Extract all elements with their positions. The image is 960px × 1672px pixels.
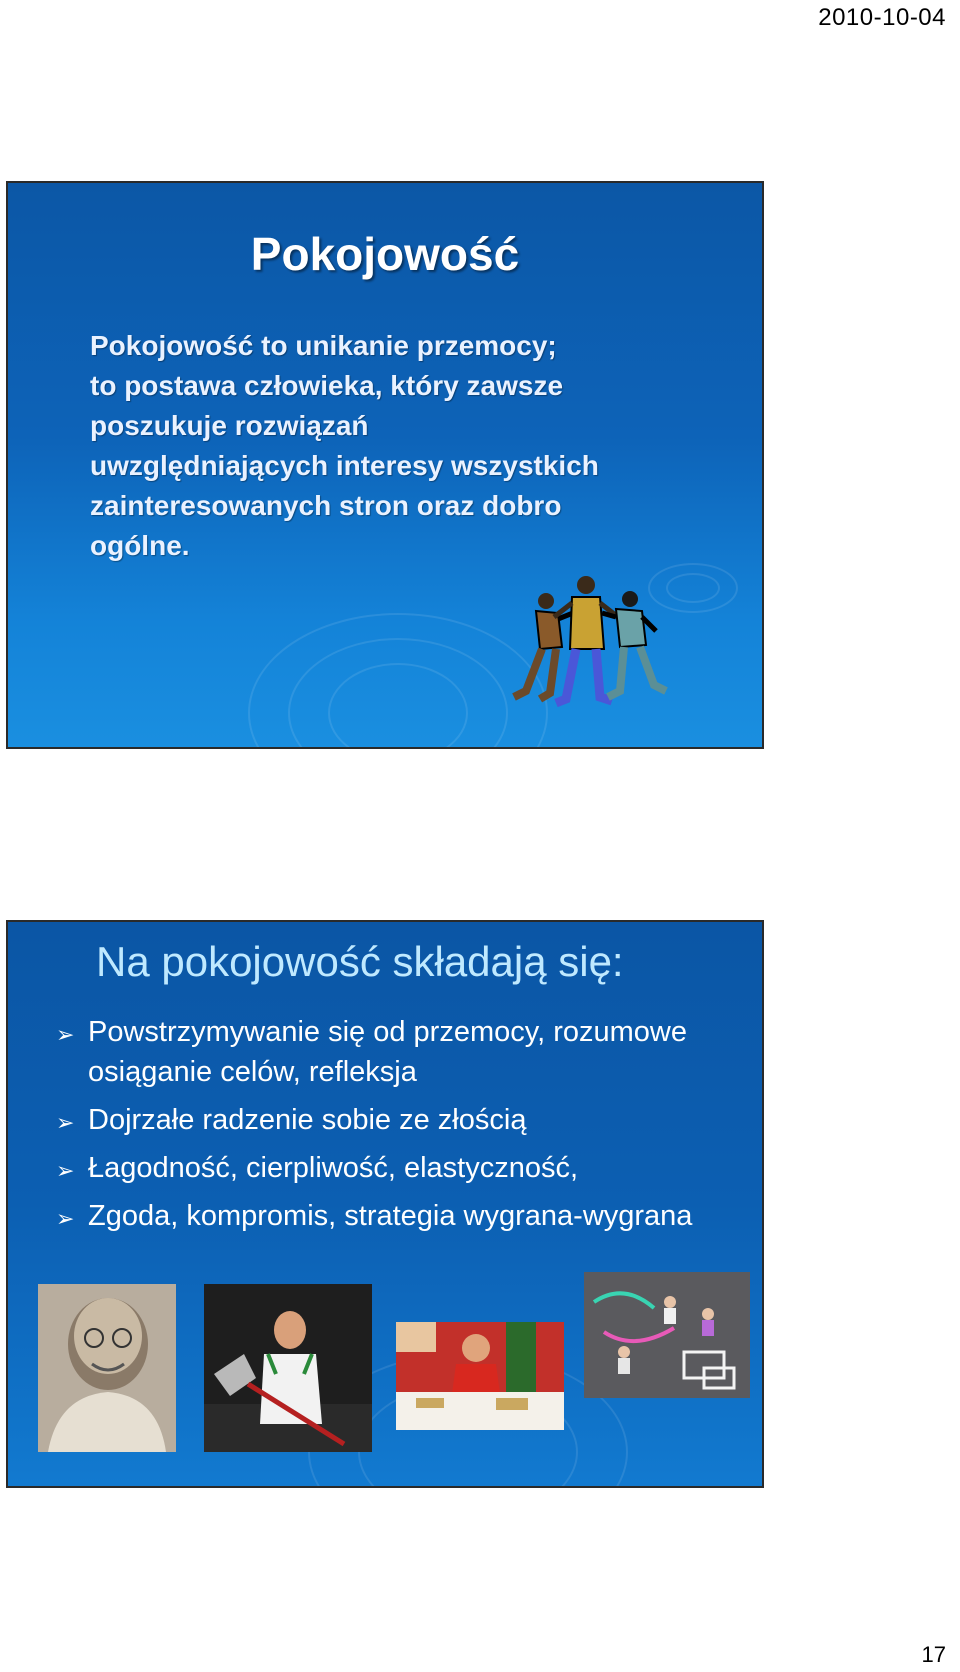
mediator-clipart-icon <box>496 573 676 713</box>
portrait-photo <box>38 1284 176 1452</box>
list-item <box>54 1012 744 1092</box>
child-playing-photo <box>396 1322 564 1430</box>
arrow-right-icon: ➢ <box>56 1206 75 1231</box>
list-item <box>54 1196 744 1236</box>
components-list <box>54 1012 744 1244</box>
list-item-text: Zgoda, kompromis, strategia wygrana-wygrana <box>88 1200 693 1232</box>
arrow-right-icon: ➢ <box>56 1110 75 1135</box>
slide-pokojowosc <box>6 181 764 749</box>
arrow-right-icon: ➢ <box>56 1158 75 1183</box>
list-item <box>54 1100 744 1140</box>
page-date: 2010-10-04 <box>818 4 946 31</box>
man-with-shovel-photo <box>204 1284 372 1452</box>
slide-skladniki <box>6 920 764 1488</box>
definition-text: Pokojowość to unikanie przemocy; to postawa człowieka, który zawsze poszukuje rozwiązań uwzględniających interesy wszystkich zainteresowanych stron oraz dobro ogólne. <box>90 330 599 561</box>
list-item <box>54 1148 744 1188</box>
slide-title: Na pokojowość składają się: <box>96 938 624 985</box>
arrow-right-icon: ➢ <box>56 1022 75 1047</box>
list-item-text: Powstrzymywanie się od przemocy, rozumowe osiąganie celów, refleksja <box>88 1016 687 1088</box>
list-item-text: Dojrzałe radzenie sobie ze złością <box>88 1104 527 1136</box>
slide-title: Pokojowość <box>250 228 520 280</box>
children-chalk-photo <box>584 1272 750 1398</box>
list-item-text: Łagodność, cierpliwość, elastyczność, <box>88 1152 579 1184</box>
page-number: 17 <box>921 1642 946 1667</box>
